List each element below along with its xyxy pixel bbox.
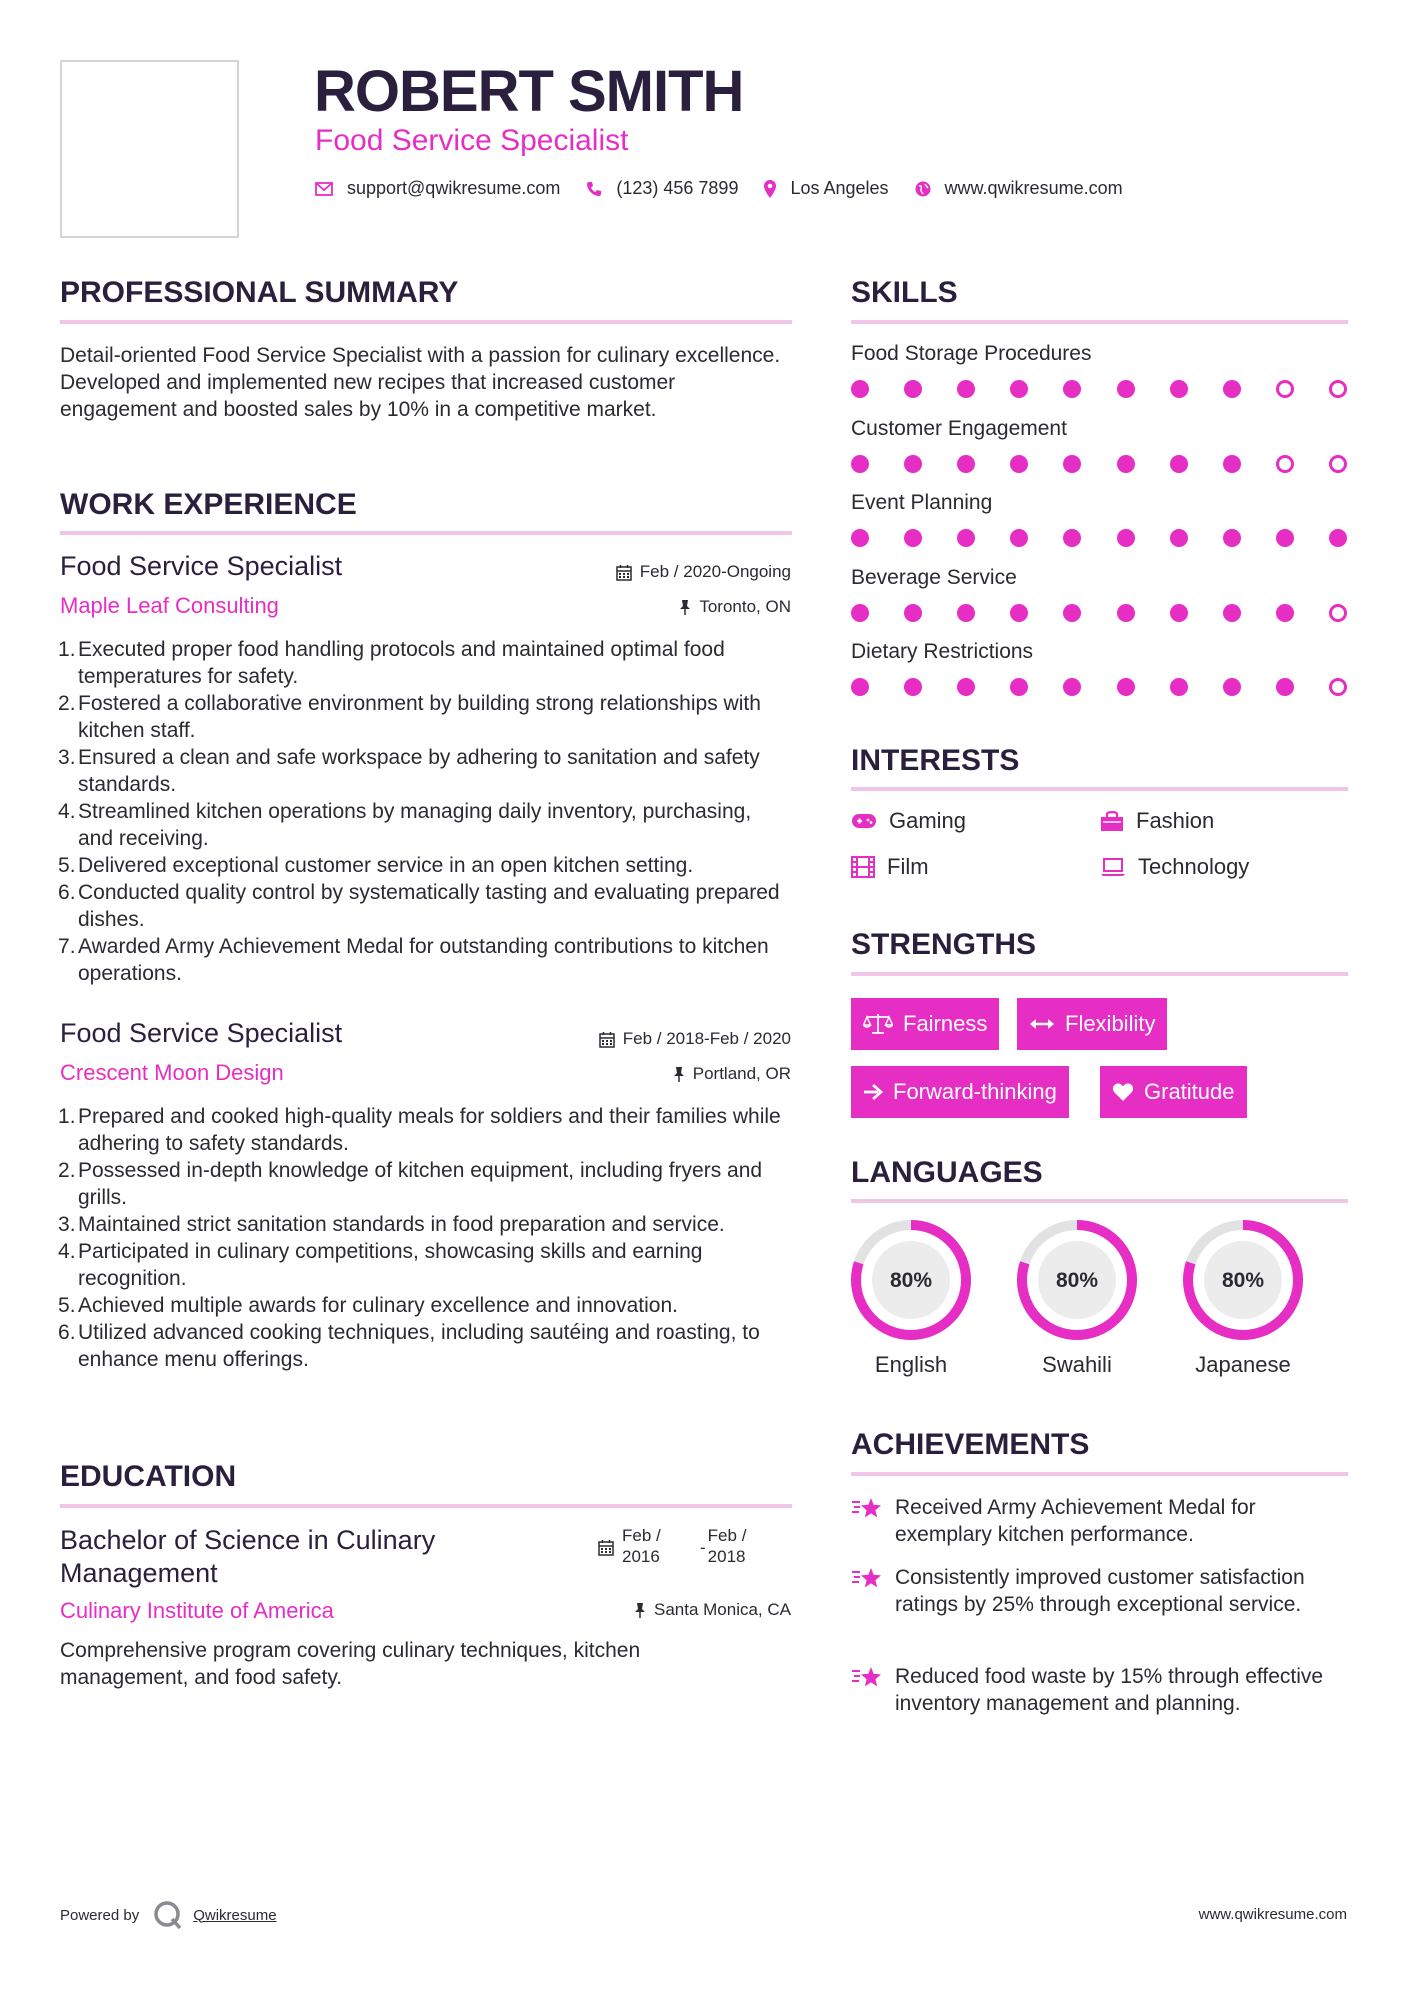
date-separator: - <box>700 1538 706 1557</box>
achievements-rule <box>851 1472 1348 1476</box>
rating-dot-filled <box>851 380 869 398</box>
contact-location <box>764 178 888 199</box>
shooting-star-icon <box>851 1665 883 1691</box>
job-location-text: Portland, OR <box>692 1064 791 1083</box>
language-name: Swahili <box>1042 1352 1112 1377</box>
rating-dot-empty <box>1329 455 1347 473</box>
list-item: Participated in culinary competitions, showcasing skills and earning recognition. <box>78 1240 703 1290</box>
skill-label: Dietary Restrictions <box>851 640 1034 663</box>
rating-dot-filled <box>1223 604 1241 622</box>
job-dates <box>616 562 791 582</box>
rating-dot-filled <box>904 529 922 547</box>
rating-dot-filled <box>1063 678 1081 696</box>
language-item <box>1181 1218 1305 1378</box>
pushpin-icon <box>673 1066 685 1083</box>
list-item: Achieved multiple awards for culinary excellence and innovation. <box>78 1294 678 1317</box>
languages-rule <box>851 1199 1348 1203</box>
phone-icon <box>586 181 602 197</box>
rating-dot-filled <box>1117 604 1135 622</box>
candidate-role: Food Service Specialist <box>315 124 629 157</box>
education-description: Comprehensive program covering culinary techniques, kitchen management, and food safety. <box>60 1639 641 1689</box>
summary-rule <box>60 320 792 324</box>
skill-label: Event Planning <box>851 491 993 514</box>
globe-icon <box>915 181 931 197</box>
education-heading: EDUCATION <box>60 1460 237 1493</box>
education-degree: Bachelor of Science in Culinary Management <box>60 1525 436 1588</box>
job-company: Crescent Moon Design <box>60 1060 284 1085</box>
calendar-icon <box>598 1539 614 1556</box>
skill-rating <box>851 604 1347 622</box>
heart-icon <box>1112 1082 1134 1102</box>
skill-rating <box>851 529 1347 547</box>
contact-phone[interactable] <box>586 178 738 199</box>
language-progress-ring <box>849 1218 973 1342</box>
education-end-year: 2018 <box>707 1547 746 1566</box>
job-company: Maple Leaf Consulting <box>60 593 279 618</box>
contact-phone-text: (123) 456 7899 <box>616 178 739 198</box>
interest-label: Technology <box>1138 854 1250 879</box>
education-start-month: Feb / <box>622 1526 661 1545</box>
rating-dot-empty <box>1329 380 1347 398</box>
strengths-heading: STRENGTHS <box>851 928 1037 961</box>
language-percent: 80% <box>1221 1269 1265 1292</box>
pushpin-icon <box>679 599 691 616</box>
rating-dot-filled <box>957 529 975 547</box>
achievement-item <box>851 1564 1331 1618</box>
achievements-heading: ACHIEVEMENTS <box>851 1428 1090 1461</box>
list-item: Utilized advanced cooking techniques, including sautéing and roasting, to enhance menu offerings. <box>78 1321 760 1371</box>
list-item: Streamlined kitchen operations by managing daily inventory, purchasing, and receiving. <box>78 800 752 850</box>
languages-heading: LANGUAGES <box>851 1156 1043 1189</box>
rating-dot-filled <box>1010 678 1028 696</box>
strength-label: Flexibility <box>1065 1011 1156 1036</box>
education-start <box>622 1525 700 1567</box>
rating-dot-filled <box>1010 604 1028 622</box>
job-title: Food Service Specialist <box>60 551 343 581</box>
shopping-bag-icon <box>1100 810 1124 832</box>
rating-dot-filled <box>1276 529 1294 547</box>
shooting-star-icon <box>851 1566 883 1592</box>
job-location <box>673 1064 791 1084</box>
job-location <box>679 597 791 617</box>
education-location-text: Santa Monica, CA <box>653 1600 791 1619</box>
education-end <box>708 1525 747 1567</box>
contact-bar <box>315 178 1149 199</box>
rating-dot-empty <box>1329 678 1347 696</box>
achievement-item <box>851 1494 1331 1548</box>
achievement-item <box>851 1663 1331 1717</box>
contact-website-text: www.qwikresume.com <box>944 178 1123 198</box>
rating-dot-empty <box>1276 455 1294 473</box>
arrow-right-icon <box>863 1083 883 1101</box>
rating-dot-filled <box>851 604 869 622</box>
rating-dot-filled <box>904 455 922 473</box>
pushpin-icon <box>634 1602 646 1619</box>
footer-powered-by <box>60 1900 277 1930</box>
candidate-name: ROBERT SMITH <box>314 59 744 124</box>
summary-heading: PROFESSIONAL SUMMARY <box>60 276 459 309</box>
footer-website[interactable]: www.qwikresume.com <box>1198 1906 1347 1923</box>
rating-dot-filled <box>1223 380 1241 398</box>
skill-label: Beverage Service <box>851 565 1017 589</box>
education-rule <box>60 1504 792 1508</box>
strength-tag <box>1017 998 1167 1050</box>
list-item: Ensured a clean and safe workspace by adhering to sanitation and safety standards. <box>78 746 760 796</box>
strength-tag <box>851 998 999 1050</box>
rating-dot-filled <box>1223 455 1241 473</box>
language-progress-ring <box>1181 1218 1305 1342</box>
interest-item <box>1100 808 1214 834</box>
achievement-text: Received Army Achievement Medal for exemplary kitchen performance. <box>895 1496 1256 1546</box>
experience-heading: WORK EXPERIENCE <box>60 488 357 521</box>
rating-dot-filled <box>1117 455 1135 473</box>
language-name: English <box>874 1352 948 1377</box>
shooting-star-icon <box>851 1496 883 1522</box>
achievement-text: Consistently improved customer satisfaction ratings by 25% through exceptional service. <box>895 1566 1305 1616</box>
list-item: Prepared and cooked high-quality meals for soldiers and their families while adhering to safety standards. <box>78 1105 781 1155</box>
rating-dot-empty <box>1329 604 1347 622</box>
interest-label: Film <box>887 854 929 879</box>
skill-rating <box>851 380 1347 398</box>
rating-dot-filled <box>957 380 975 398</box>
rating-dot-filled <box>1063 380 1081 398</box>
strength-tag <box>1100 1066 1247 1118</box>
job-bullets <box>60 1103 792 1373</box>
rating-dot-filled <box>1170 529 1188 547</box>
balance-scale-icon <box>863 1013 893 1035</box>
skills-heading: SKILLS <box>851 276 958 309</box>
interest-item <box>851 854 929 880</box>
list-item: Fostered a collaborative environment by building strong relationships with kitchen staff. <box>78 692 761 742</box>
job-dates-text: Feb / 2018-Feb / 2020 <box>622 1029 791 1048</box>
language-progress-ring <box>1015 1218 1139 1342</box>
rating-dot-filled <box>1010 380 1028 398</box>
skill-rating <box>851 455 1347 473</box>
list-item: Awarded Army Achievement Medal for outstanding contributions to kitchen operations. <box>78 935 769 985</box>
education-dates <box>598 1525 746 1567</box>
strength-label: Forward-thinking <box>893 1079 1057 1104</box>
list-item: Possessed in-depth knowledge of kitchen equipment, including fryers and grills. <box>78 1159 763 1209</box>
rating-dot-filled <box>851 529 869 547</box>
rating-dot-filled <box>1063 529 1081 547</box>
contact-email[interactable] <box>315 178 560 199</box>
strength-label: Fairness <box>903 1011 988 1036</box>
interests-rule <box>851 787 1348 791</box>
rating-dot-empty <box>1276 380 1294 398</box>
interest-label: Fashion <box>1136 808 1215 833</box>
strength-label: Gratitude <box>1144 1079 1235 1104</box>
rating-dot-filled <box>1276 678 1294 696</box>
skill-rating <box>851 678 1347 696</box>
summary-text: Detail-oriented Food Service Specialist with a passion for culinary excellence. Developed and implemented new recipes that increased customer engagement and boosted sales by 10% in a competitive market. <box>60 344 781 421</box>
rating-dot-filled <box>1010 529 1028 547</box>
language-percent: 80% <box>1055 1269 1099 1292</box>
education-start-year: 2016 <box>622 1547 660 1566</box>
rating-dot-filled <box>1117 529 1135 547</box>
rating-dot-filled <box>957 678 975 696</box>
envelope-icon <box>315 182 333 196</box>
qwikresume-link[interactable]: Qwikresume <box>193 1906 277 1924</box>
rating-dot-filled <box>1063 455 1081 473</box>
rating-dot-filled <box>1329 529 1347 547</box>
map-pin-icon <box>764 180 776 198</box>
interests-heading: INTERESTS <box>851 744 1020 777</box>
rating-dot-filled <box>1063 604 1081 622</box>
skill-label: Customer Engagement <box>851 416 1067 440</box>
rating-dot-filled <box>1170 455 1188 473</box>
rating-dot-filled <box>851 678 869 696</box>
rating-dot-filled <box>1010 455 1028 473</box>
job-location-text: Toronto, ON <box>699 597 791 616</box>
rating-dot-filled <box>1223 529 1241 547</box>
job-title: Food Service Specialist <box>60 1018 343 1048</box>
interest-label: Gaming <box>889 808 967 833</box>
job-dates-text: Feb / 2020-Ongoing <box>639 562 791 581</box>
skill-label: Food Storage Procedures <box>851 342 1092 365</box>
language-item <box>849 1218 973 1378</box>
contact-location-text: Los Angeles <box>790 178 889 198</box>
laptop-icon <box>1100 857 1126 877</box>
rating-dot-filled <box>1170 380 1188 398</box>
language-item <box>1015 1218 1139 1378</box>
achievement-text: Reduced food waste by 15% through effective inventory management and planning. <box>895 1665 1324 1715</box>
skills-rule <box>851 320 1348 324</box>
list-item: Delivered exceptional customer service in an open kitchen setting. <box>78 854 694 877</box>
film-icon <box>851 856 875 878</box>
rating-dot-filled <box>1117 380 1135 398</box>
job-dates <box>599 1029 791 1049</box>
rating-dot-filled <box>904 380 922 398</box>
interest-item <box>1100 854 1249 880</box>
arrows-horizontal-icon <box>1029 1017 1055 1031</box>
profile-photo-placeholder <box>60 60 239 238</box>
list-item: Executed proper food handling protocols and maintained optimal food temperatures for safety. <box>78 638 725 688</box>
rating-dot-filled <box>851 455 869 473</box>
interest-item <box>851 808 966 834</box>
contact-website[interactable] <box>915 178 1123 199</box>
rating-dot-filled <box>957 604 975 622</box>
experience-rule <box>60 531 792 535</box>
rating-dot-filled <box>904 678 922 696</box>
rating-dot-filled <box>1276 604 1294 622</box>
strengths-rule <box>851 972 1348 976</box>
qwikresume-logo-icon <box>153 1900 183 1930</box>
education-school: Culinary Institute of America <box>60 1598 334 1623</box>
powered-by-text: Powered by <box>60 1906 140 1924</box>
strength-tag <box>851 1066 1069 1118</box>
rating-dot-filled <box>957 455 975 473</box>
list-item: Conducted quality control by systematically tasting and evaluating prepared dishes. <box>78 881 780 931</box>
contact-email-text: support@qwikresume.com <box>347 178 561 198</box>
rating-dot-filled <box>904 604 922 622</box>
list-item: Maintained strict sanitation standards in food preparation and service. <box>78 1213 725 1236</box>
language-percent: 80% <box>889 1269 933 1292</box>
language-name: Japanese <box>1195 1352 1291 1377</box>
education-location <box>634 1600 791 1620</box>
calendar-icon <box>616 564 632 581</box>
rating-dot-filled <box>1170 678 1188 696</box>
job-bullets <box>60 636 792 987</box>
education-end-month: Feb / <box>707 1526 747 1545</box>
calendar-icon <box>599 1031 615 1048</box>
rating-dot-filled <box>1117 678 1135 696</box>
rating-dot-filled <box>1170 604 1188 622</box>
rating-dot-filled <box>1223 678 1241 696</box>
gamepad-icon <box>851 813 877 829</box>
